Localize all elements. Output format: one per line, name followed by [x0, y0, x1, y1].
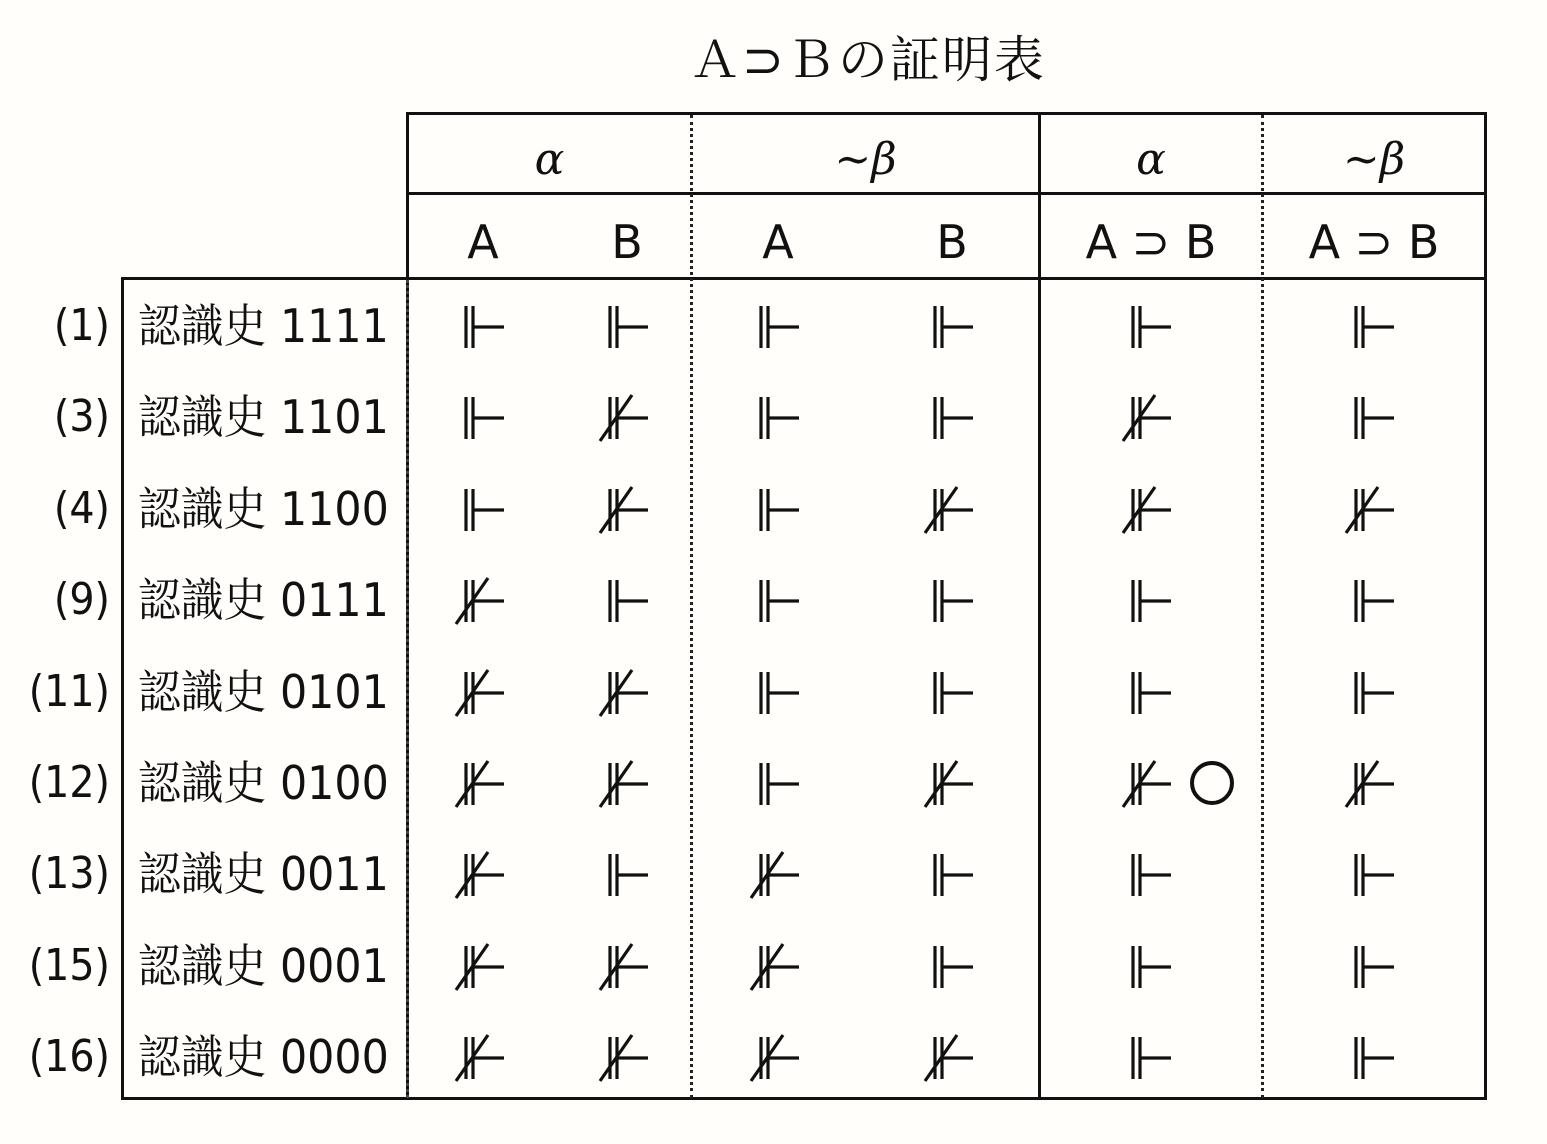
- table-cell: [902, 463, 1002, 555]
- forces-icon: [929, 670, 975, 716]
- row-number: (3): [53, 391, 110, 443]
- table-cell: [577, 920, 677, 1012]
- not-forces-icon: [460, 578, 506, 624]
- table-row: [0, 920, 1547, 1012]
- table-cell: [1323, 737, 1423, 829]
- table-cell: [728, 1011, 828, 1103]
- sub-header-b-1: B: [611, 215, 643, 269]
- forces-icon: [755, 487, 801, 533]
- table-cell: [1323, 1011, 1423, 1103]
- table-cell: [902, 1011, 1002, 1103]
- forces-icon: [755, 670, 801, 716]
- not-forces-icon: [929, 761, 975, 807]
- table-cell: [902, 828, 1002, 920]
- table-cell: [728, 646, 828, 738]
- row-number: (1): [53, 300, 110, 351]
- forces-icon: [460, 304, 506, 350]
- table-cell: [728, 920, 828, 1012]
- table-row: [0, 828, 1547, 920]
- row-number: (13): [28, 848, 110, 900]
- not-forces-icon: [1350, 487, 1396, 533]
- not-forces-icon: [755, 1035, 801, 1081]
- table-cell: [728, 828, 828, 920]
- forces-icon: [460, 395, 506, 441]
- table-cell: [1100, 371, 1200, 463]
- table-cell: [433, 828, 533, 920]
- table-cell: [577, 646, 677, 738]
- forces-icon: [1350, 670, 1396, 716]
- not-forces-icon: [1127, 487, 1173, 533]
- table-cell: [902, 554, 1002, 646]
- forces-icon: [604, 578, 650, 624]
- table-cell: [577, 554, 677, 646]
- forces-icon: [755, 761, 801, 807]
- not-forces-icon: [604, 944, 650, 990]
- table-cell: [577, 828, 677, 920]
- forces-icon: [929, 852, 975, 898]
- table-cell: [433, 463, 533, 555]
- table-cell: [728, 463, 828, 555]
- table-cell: [433, 646, 533, 738]
- table-cell: [1323, 280, 1423, 372]
- row-label: 認識史 1101: [138, 390, 389, 445]
- table-cell: [902, 737, 1002, 829]
- circle-icon: [1190, 761, 1234, 805]
- row-number: (9): [53, 574, 110, 626]
- table-row: [0, 554, 1547, 646]
- not-forces-icon: [755, 852, 801, 898]
- sub-header-a-1: A: [467, 215, 499, 269]
- forces-icon: [755, 578, 801, 624]
- forces-icon: [929, 578, 975, 624]
- forces-icon: [1127, 304, 1173, 350]
- group-header-alpha-2: α: [1136, 134, 1166, 185]
- table-cell: [902, 920, 1002, 1012]
- forces-icon: [1350, 395, 1396, 441]
- table-cell: [902, 371, 1002, 463]
- forces-icon: [755, 395, 801, 441]
- table-cell: [1100, 280, 1200, 372]
- table-cell: [577, 371, 677, 463]
- table-row: [0, 646, 1547, 738]
- table-cell: [1323, 920, 1423, 1012]
- row-number: (11): [28, 665, 110, 717]
- sub-header-a-2: A: [762, 215, 794, 269]
- forces-icon: [1350, 578, 1396, 624]
- group-header-alpha-1: α: [534, 134, 565, 185]
- forces-icon: [929, 304, 975, 350]
- sub-header-b-2: B: [936, 215, 968, 269]
- not-forces-icon: [604, 487, 650, 533]
- table-cell: [1323, 554, 1423, 646]
- table-cell: [902, 280, 1002, 372]
- forces-icon: [604, 304, 650, 350]
- not-forces-icon: [604, 395, 650, 441]
- row-label: 認識史 0001: [138, 938, 389, 993]
- table-cell: [433, 737, 533, 829]
- table-cell: [728, 737, 828, 829]
- row-label: 認識史 0011: [138, 847, 389, 902]
- row-number: (12): [28, 757, 110, 808]
- table-cell: [728, 280, 828, 372]
- table-cell: [433, 280, 533, 372]
- table-cell: [433, 554, 533, 646]
- forces-icon: [755, 304, 801, 350]
- not-forces-icon: [604, 670, 650, 716]
- row-label: 認識史 1111: [138, 299, 389, 353]
- table-cell: [902, 646, 1002, 738]
- not-forces-icon: [929, 1035, 975, 1081]
- sub-header-implication-1: A ⊃ B: [1085, 215, 1217, 269]
- table-cell: [1100, 646, 1200, 738]
- table-cell: [728, 371, 828, 463]
- sub-header-implication-2: A ⊃ B: [1308, 215, 1440, 269]
- table-cell: [1323, 828, 1423, 920]
- table-cell: [433, 1011, 533, 1103]
- forces-icon: [604, 852, 650, 898]
- table-row: [0, 280, 1547, 372]
- group-header-not-beta-2: ~β: [1342, 134, 1406, 185]
- not-forces-icon: [1127, 761, 1173, 807]
- table-cell: [1100, 1011, 1200, 1103]
- forces-icon: [1350, 852, 1396, 898]
- table-cell: [1323, 646, 1423, 738]
- table-row: [0, 371, 1547, 463]
- table-cell: [1100, 554, 1200, 646]
- forces-icon: [1127, 944, 1173, 990]
- table-cell: [1323, 371, 1423, 463]
- page-title: Ａ⊃Ｂの証明表: [690, 31, 1046, 89]
- table-cell: [1100, 463, 1200, 555]
- not-forces-icon: [604, 761, 650, 807]
- header-divider: [406, 192, 1487, 195]
- row-label: 認識史 1100: [138, 481, 389, 536]
- forces-icon: [1127, 578, 1173, 624]
- table-row: [0, 463, 1547, 555]
- not-forces-icon: [929, 487, 975, 533]
- table-cell: [433, 920, 533, 1012]
- table-row: [0, 1011, 1547, 1103]
- forces-icon: [1127, 1035, 1173, 1081]
- not-forces-icon: [460, 944, 506, 990]
- forces-icon: [929, 944, 975, 990]
- table-cell: [577, 280, 677, 372]
- forces-icon: [1350, 1035, 1396, 1081]
- row-label: 認識史 0100: [138, 756, 389, 810]
- row-label: 認識史 0101: [138, 664, 389, 719]
- row-number: (16): [28, 1031, 110, 1083]
- table-cell: [1100, 920, 1200, 1012]
- row-number: (4): [53, 482, 110, 534]
- forces-icon: [1127, 852, 1173, 898]
- group-header-not-beta-1: ~β: [834, 134, 897, 185]
- table-cell: [1100, 828, 1200, 920]
- not-forces-icon: [1127, 395, 1173, 441]
- table-cell: [577, 463, 677, 555]
- forces-icon: [1127, 670, 1173, 716]
- not-forces-icon: [604, 1035, 650, 1081]
- table-cell: [1100, 737, 1200, 829]
- forces-icon: [460, 487, 506, 533]
- table-cell: [728, 554, 828, 646]
- not-forces-icon: [460, 1035, 506, 1081]
- not-forces-icon: [755, 944, 801, 990]
- table-cell: [1323, 463, 1423, 555]
- forces-icon: [1350, 944, 1396, 990]
- row-label: 認識史 0111: [138, 573, 389, 628]
- table-cell: [433, 371, 533, 463]
- row-number: (15): [28, 939, 110, 991]
- not-forces-icon: [460, 670, 506, 716]
- forces-icon: [929, 395, 975, 441]
- forces-icon: [1350, 304, 1396, 350]
- table-cell: [577, 1011, 677, 1103]
- not-forces-icon: [460, 761, 506, 807]
- table-cell: [577, 737, 677, 829]
- row-label: 認識史 0000: [138, 1030, 389, 1085]
- table-row: [0, 737, 1547, 829]
- not-forces-icon: [1350, 761, 1396, 807]
- not-forces-icon: [460, 852, 506, 898]
